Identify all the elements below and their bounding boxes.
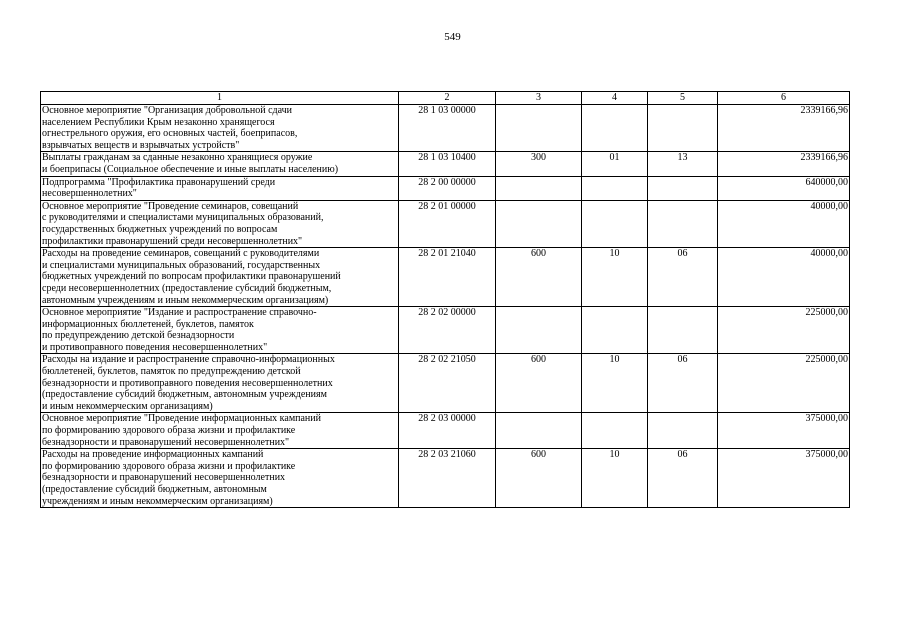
- row-amount-cell: 225000,00: [718, 354, 850, 413]
- row-amount-cell: 2339166,96: [718, 152, 850, 176]
- row-name-cell: Расходы на издание и распространение справочно-информационных бюллетеней, буклетов, памяток по предупреждению детской безнадзорности и противоправного поведения несовершеннолетних (предоставление субсидий бюджетным, автономным учреждениям и иным некоммерческим организациям): [41, 354, 399, 413]
- table-row: [41, 307, 850, 354]
- row-amount-cell: 40000,00: [718, 200, 850, 247]
- row-amount-cell: 640000,00: [718, 176, 850, 200]
- row-amount-cell: 375000,00: [718, 413, 850, 449]
- row-subsection-cell: 06: [648, 354, 718, 413]
- row-section-cell: 01: [582, 152, 648, 176]
- row-name-cell: Выплаты гражданам за сданные незаконно хранящиеся оружие и боеприпасы (Социальное обеспечение и иные выплаты населению): [41, 152, 399, 176]
- header-row: [41, 92, 850, 105]
- table-row: [41, 105, 850, 152]
- row-amount-cell: 225000,00: [718, 307, 850, 354]
- row-code-cell: 28 2 02 00000: [399, 307, 496, 354]
- row-name-cell: Основное мероприятие "Проведение информационных кампаний по формированию здорового образа жизни и профилактике безнадзорности и правонарушений несовершеннолетних": [41, 413, 399, 449]
- row-amount-cell: 40000,00: [718, 248, 850, 307]
- row-section-cell: [582, 413, 648, 449]
- row-code-cell: 28 1 03 10400: [399, 152, 496, 176]
- page-number: 549: [444, 31, 461, 43]
- column-header: 5: [648, 92, 718, 105]
- row-subsection-cell: [648, 307, 718, 354]
- row-section-cell: [582, 307, 648, 354]
- row-subsection-cell: [648, 200, 718, 247]
- row-expense-type-cell: 300: [496, 152, 582, 176]
- row-code-cell: 28 2 01 00000: [399, 200, 496, 247]
- row-code-cell: 28 2 01 21040: [399, 248, 496, 307]
- row-section-cell: 10: [582, 248, 648, 307]
- row-name-cell: Расходы на проведение информационных кампаний по формированию здорового образа жизни и профилактике безнадзорности и правонарушений несовершеннолетних (предоставление субсидий бюджетным, автономным учреждениям и иным некоммерческим организациям): [41, 449, 399, 508]
- row-subsection-cell: 06: [648, 449, 718, 508]
- row-code-cell: 28 2 00 00000: [399, 176, 496, 200]
- row-section-cell: 10: [582, 354, 648, 413]
- row-subsection-cell: [648, 176, 718, 200]
- row-subsection-cell: 06: [648, 248, 718, 307]
- table-row: [41, 449, 850, 508]
- row-code-cell: 28 2 03 21060: [399, 449, 496, 508]
- row-expense-type-cell: 600: [496, 449, 582, 508]
- row-code-cell: 28 2 02 21050: [399, 354, 496, 413]
- row-section-cell: [582, 200, 648, 247]
- row-subsection-cell: 13: [648, 152, 718, 176]
- row-name-cell: Основное мероприятие "Издание и распространение справочно- информационных бюллетеней, буклетов, памяток по предупреждению детской безнадзорности и противоправного поведения несовершеннолетних": [41, 307, 399, 354]
- row-expense-type-cell: [496, 413, 582, 449]
- column-header: 2: [399, 92, 496, 105]
- table-row: [41, 200, 850, 247]
- column-header: 4: [582, 92, 648, 105]
- row-section-cell: [582, 176, 648, 200]
- row-code-cell: 28 2 03 00000: [399, 413, 496, 449]
- table-row: [41, 354, 850, 413]
- row-section-cell: 10: [582, 449, 648, 508]
- table-row: [41, 176, 850, 200]
- row-expense-type-cell: [496, 105, 582, 152]
- column-header: 1: [41, 92, 399, 105]
- row-name-cell: Основное мероприятие "Проведение семинаров, совещаний с руководителями и специалистами муниципальных образований, государственных бюджетных учреждений по вопросам профилактики правонарушений среди несовершеннолетних": [41, 200, 399, 247]
- row-expense-type-cell: 600: [496, 248, 582, 307]
- row-expense-type-cell: [496, 176, 582, 200]
- table-row: [41, 413, 850, 449]
- table-row: [41, 152, 850, 176]
- budget-table: [40, 91, 850, 508]
- row-amount-cell: 375000,00: [718, 449, 850, 508]
- row-section-cell: [582, 105, 648, 152]
- column-header: 6: [718, 92, 850, 105]
- table-row: [41, 248, 850, 307]
- row-expense-type-cell: [496, 307, 582, 354]
- row-amount-cell: 2339166,96: [718, 105, 850, 152]
- row-expense-type-cell: 600: [496, 354, 582, 413]
- row-name-cell: Основное мероприятие "Организация добровольной сдачи населением Республики Крым незаконно хранящегося огнестрельного оружия, его основных частей, боеприпасов, взрывчатых веществ и взрывчатых устройств": [41, 105, 399, 152]
- row-expense-type-cell: [496, 200, 582, 247]
- row-subsection-cell: [648, 105, 718, 152]
- column-header: 3: [496, 92, 582, 105]
- row-name-cell: Подпрограмма "Профилактика правонарушений среди несовершеннолетних": [41, 176, 399, 200]
- row-subsection-cell: [648, 413, 718, 449]
- row-name-cell: Расходы на проведение семинаров, совещаний с руководителями и специалистами муниципальных образований, государственных бюджетных учреждений по вопросам профилактики правонарушений среди несовершеннолетних (предоставление субсидий бюджетным, автономным учреждениям и иным некоммерческим организациям): [41, 248, 399, 307]
- row-code-cell: 28 1 03 00000: [399, 105, 496, 152]
